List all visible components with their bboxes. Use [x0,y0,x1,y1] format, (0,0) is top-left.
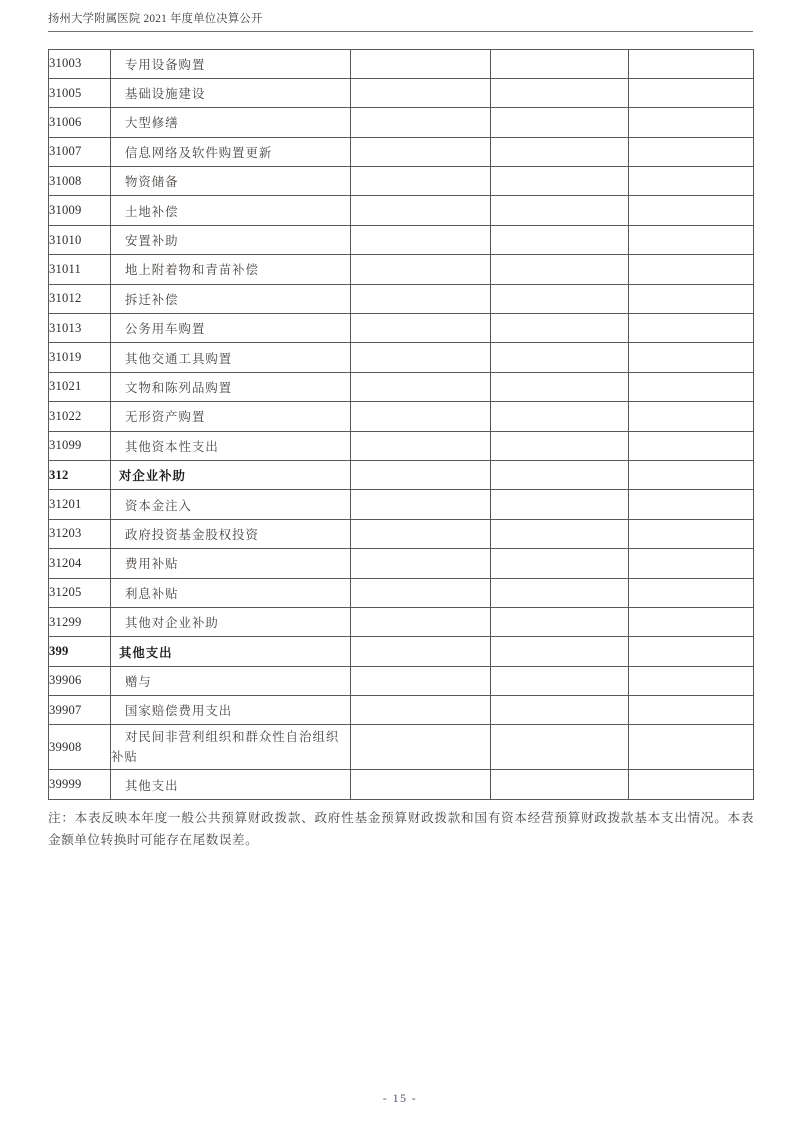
cell-amount-1 [351,431,491,460]
cell-amount-2 [491,519,629,548]
cell-amount-1 [351,519,491,548]
cell-subject-name [111,431,351,460]
table-note: 注：本表反映本年度一般公共预算财政拨款、政府性基金预算财政拨款和国有资本经营预算财政拨款基本支出情况。本表金额单位转换时可能存在尾数误差。 [48,810,754,847]
table-row [49,284,754,313]
cell-amount-1 [351,372,491,401]
cell-amount-3 [629,78,754,107]
cell-amount-1 [351,137,491,166]
table-row [49,78,754,107]
cell-amount-1 [351,578,491,607]
cell-amount-3 [629,137,754,166]
cell-subject-code: 31205 [49,578,111,607]
cell-subject-code: 31021 [49,372,111,401]
table-row [49,196,754,225]
table-row [49,167,754,196]
table-row [49,725,754,770]
cell-amount-2 [491,637,629,666]
cell-amount-1 [351,460,491,489]
cell-subject-name [111,770,351,799]
subject-name-text: 政府投资基金股权投资 [125,526,259,542]
subject-name-text: 物资储备 [125,174,179,190]
cell-subject-name [111,607,351,636]
cell-amount-3 [629,549,754,578]
cell-subject-code: 31012 [49,284,111,313]
cell-amount-3 [629,696,754,725]
cell-subject-name [111,372,351,401]
cell-amount-1 [351,607,491,636]
cell-amount-3 [629,519,754,548]
subject-name-text: 资本金注入 [125,497,192,513]
cell-subject-name [111,666,351,695]
cell-amount-3 [629,490,754,519]
subject-name-text: 基础设施建设 [125,86,206,102]
cell-amount-2 [491,108,629,137]
cell-subject-code: 39999 [49,770,111,799]
subject-name-text: 拆迁补偿 [125,291,179,307]
cell-amount-2 [491,460,629,489]
cell-subject-name [111,490,351,519]
cell-subject-code: 31019 [49,343,111,372]
subject-name-text: 其他交通工具购置 [125,350,233,366]
subject-name-text: 国家赔偿费用支出 [125,703,233,719]
cell-subject-code: 39906 [49,666,111,695]
table-row [49,372,754,401]
cell-subject-name [111,578,351,607]
document-title: 扬州大学附属医院 2021 年度单位决算公开 [48,13,263,25]
table-row [49,137,754,166]
table-row [49,549,754,578]
cell-amount-2 [491,137,629,166]
cell-subject-name [111,725,351,770]
cell-amount-1 [351,49,491,78]
cell-subject-name: 对企业补助 [111,460,351,489]
cell-subject-name [111,284,351,313]
cell-subject-code: 31022 [49,402,111,431]
subject-name-text: 土地补偿 [125,203,179,219]
subject-name-text: 费用补贴 [125,556,179,572]
cell-subject-code: 31013 [49,314,111,343]
cell-subject-name [111,519,351,548]
cell-subject-code: 31007 [49,137,111,166]
table-row [49,255,754,284]
cell-amount-3 [629,770,754,799]
cell-amount-3 [629,607,754,636]
cell-amount-3 [629,196,754,225]
cell-amount-2 [491,490,629,519]
cell-amount-1 [351,78,491,107]
subject-name-text: 对民间非营利组织和群众性自治组织补贴 [111,729,340,765]
cell-subject-name [111,314,351,343]
cell-amount-1 [351,490,491,519]
cell-amount-1 [351,108,491,137]
cell-amount-2 [491,372,629,401]
subject-name-text: 其他资本性支出 [125,438,219,454]
cell-amount-1 [351,770,491,799]
cell-subject-code: 31203 [49,519,111,548]
cell-amount-1 [351,314,491,343]
cell-subject-name [111,696,351,725]
table-row [49,314,754,343]
subject-name-text: 文物和陈列品购置 [125,379,233,395]
cell-amount-3 [629,255,754,284]
cell-subject-code: 312 [49,460,111,489]
cell-amount-3 [629,578,754,607]
cell-amount-3 [629,431,754,460]
subject-name-text: 专用设备购置 [125,56,206,72]
table-row [49,578,754,607]
cell-amount-1 [351,255,491,284]
cell-amount-3 [629,725,754,770]
cell-amount-1 [351,696,491,725]
cell-amount-3 [629,108,754,137]
cell-amount-3 [629,460,754,489]
cell-subject-name [111,49,351,78]
subject-name-text: 安置补助 [125,233,179,249]
budget-expenditure-table [48,49,754,800]
cell-subject-name: 其他支出 [111,637,351,666]
subject-name-text: 赠与 [125,673,152,689]
cell-amount-2 [491,49,629,78]
cell-subject-code: 31299 [49,607,111,636]
cell-amount-1 [351,402,491,431]
table-row [49,666,754,695]
subject-name-text: 利息补贴 [125,585,179,601]
subject-name-text: 信息网络及软件购置更新 [125,144,273,160]
cell-subject-code: 31006 [49,108,111,137]
subject-name-text: 公务用车购置 [125,321,206,337]
cell-amount-1 [351,549,491,578]
cell-subject-name [111,167,351,196]
cell-amount-3 [629,402,754,431]
cell-amount-1 [351,284,491,313]
cell-amount-2 [491,167,629,196]
cell-subject-name [111,196,351,225]
cell-subject-code: 31008 [49,167,111,196]
cell-amount-2 [491,725,629,770]
cell-amount-3 [629,314,754,343]
table-row [49,108,754,137]
cell-amount-2 [491,607,629,636]
cell-amount-2 [491,284,629,313]
table-row [49,637,754,666]
cell-amount-3 [629,666,754,695]
table-row [49,519,754,548]
table-row [49,431,754,460]
cell-amount-3 [629,372,754,401]
cell-subject-name [111,137,351,166]
table-row [49,225,754,254]
cell-amount-1 [351,343,491,372]
cell-amount-1 [351,637,491,666]
cell-subject-name [111,78,351,107]
cell-amount-1 [351,666,491,695]
cell-subject-code: 31009 [49,196,111,225]
cell-subject-code: 31099 [49,431,111,460]
cell-amount-2 [491,431,629,460]
cell-subject-code: 39907 [49,696,111,725]
cell-amount-2 [491,78,629,107]
table-row [49,490,754,519]
subject-name-text: 地上附着物和青苗补偿 [125,262,259,278]
table-row [49,402,754,431]
cell-amount-2 [491,196,629,225]
cell-subject-name [111,343,351,372]
cell-amount-3 [629,637,754,666]
cell-subject-code: 39908 [49,725,111,770]
cell-subject-code: 399 [49,637,111,666]
cell-amount-2 [491,402,629,431]
cell-amount-3 [629,225,754,254]
cell-amount-3 [629,49,754,78]
cell-amount-1 [351,225,491,254]
cell-amount-3 [629,167,754,196]
cell-subject-name [111,549,351,578]
cell-amount-1 [351,196,491,225]
cell-amount-2 [491,578,629,607]
table-row [49,770,754,799]
subject-name-text: 其他对企业补助 [125,615,219,631]
cell-subject-name [111,402,351,431]
table-row [49,49,754,78]
subject-name-text: 大型修缮 [125,115,179,131]
running-header [48,12,753,32]
cell-subject-code: 31011 [49,255,111,284]
cell-subject-code: 31005 [49,78,111,107]
table-row [49,460,754,489]
cell-subject-code: 31010 [49,225,111,254]
cell-amount-2 [491,549,629,578]
subject-name-text: 无形资产购置 [125,409,206,425]
cell-amount-2 [491,696,629,725]
cell-amount-2 [491,770,629,799]
table-row [49,696,754,725]
cell-amount-3 [629,343,754,372]
cell-amount-2 [491,666,629,695]
cell-amount-2 [491,343,629,372]
cell-amount-2 [491,255,629,284]
page-number: - 15 - [382,1091,418,1105]
cell-amount-2 [491,314,629,343]
table-body [49,49,754,799]
cell-subject-code: 31003 [49,49,111,78]
table-row [49,343,754,372]
cell-amount-3 [629,284,754,313]
cell-subject-name [111,108,351,137]
cell-subject-name [111,255,351,284]
subject-name-text: 其他支出 [125,777,179,793]
cell-subject-code: 31204 [49,549,111,578]
cell-amount-1 [351,725,491,770]
cell-subject-name [111,225,351,254]
cell-subject-code: 31201 [49,490,111,519]
table-row [49,607,754,636]
cell-amount-1 [351,167,491,196]
cell-amount-2 [491,225,629,254]
